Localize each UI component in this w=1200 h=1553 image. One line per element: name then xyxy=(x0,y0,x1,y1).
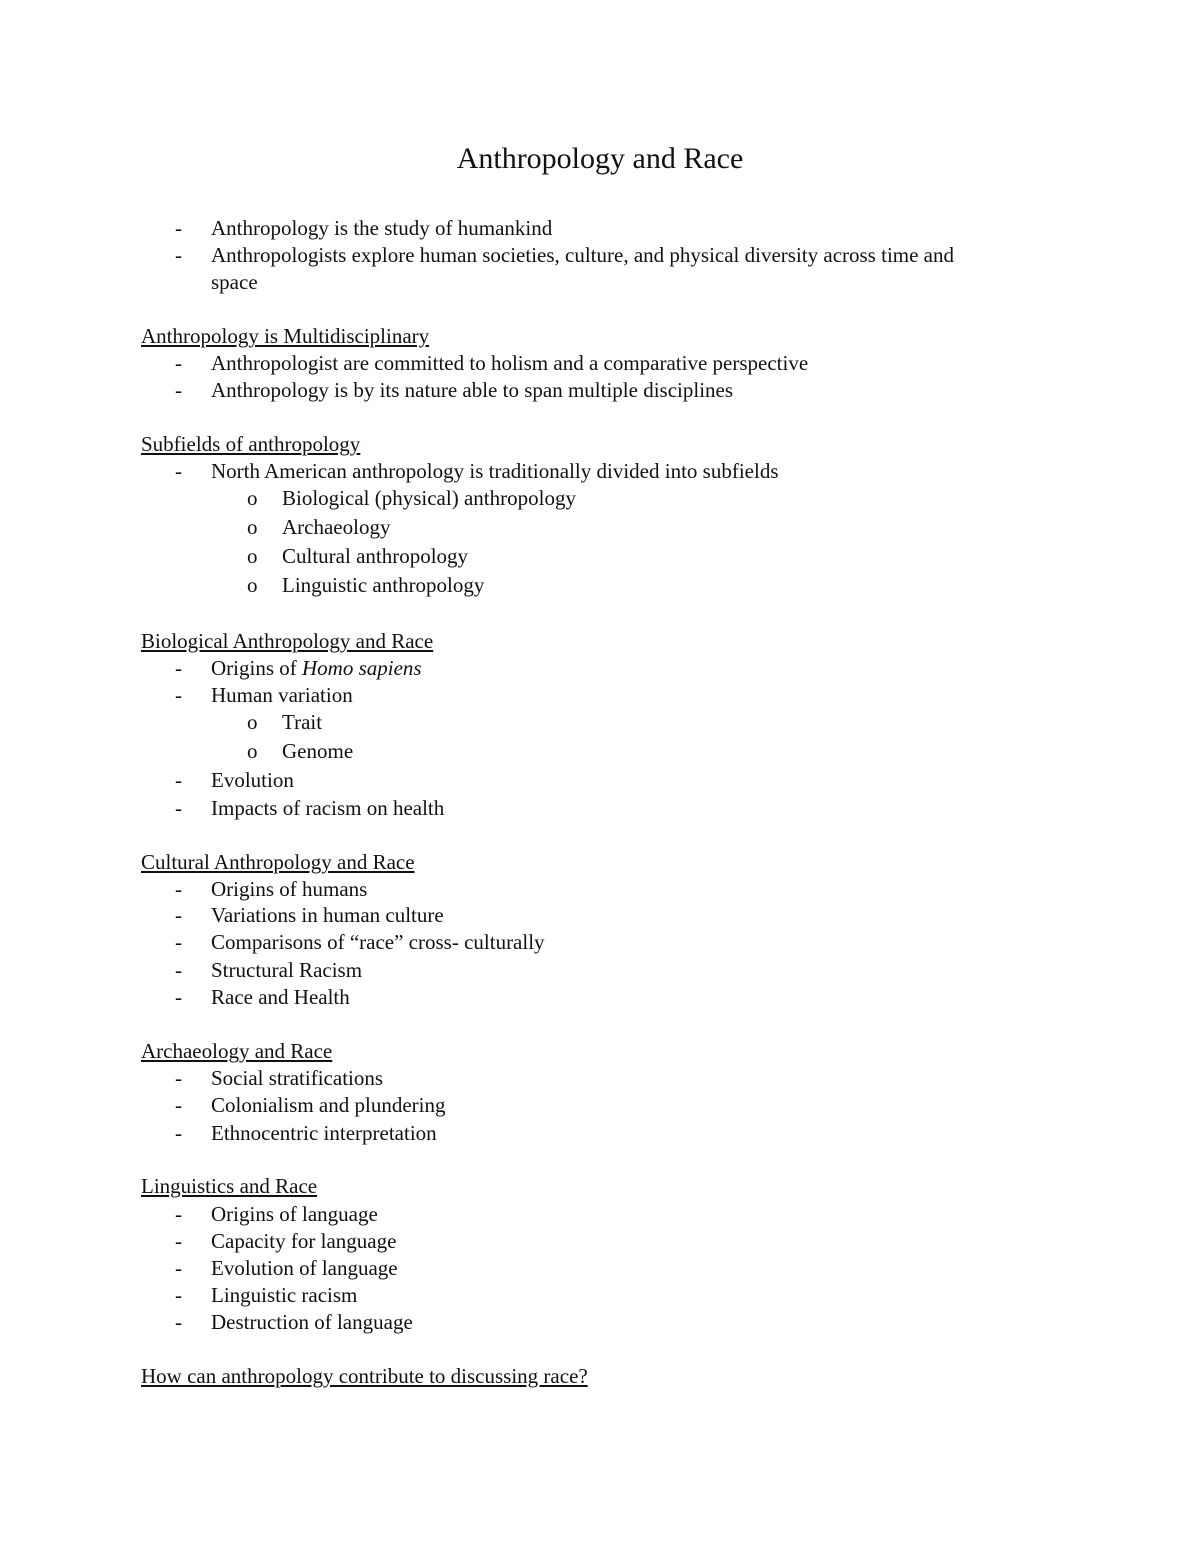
list-item-text-prefix: Origins of xyxy=(211,656,302,680)
dash-bullet: - xyxy=(175,1310,182,1334)
dash-bullet: - xyxy=(175,656,182,680)
sub-list-item-text: Linguistic anthropology xyxy=(282,573,485,597)
dash-bullet: - xyxy=(175,216,182,240)
circle-bullet: o xyxy=(247,739,258,763)
list-item-text: Impacts of racism on health xyxy=(211,796,445,820)
sub-list-item-text: Trait xyxy=(282,710,323,734)
sub-list-item-text: Archaeology xyxy=(282,515,391,539)
list-item-text xyxy=(211,654,422,682)
dash-bullet: - xyxy=(175,683,182,707)
dash-bullet: - xyxy=(175,1229,182,1253)
list-item-text: Comparisons of “race” cross- culturally xyxy=(211,930,545,954)
section-heading: Linguistics and Race xyxy=(141,1174,318,1198)
dash-bullet: - xyxy=(175,378,182,402)
dash-bullet: - xyxy=(175,796,182,820)
dash-bullet: - xyxy=(175,243,182,267)
dash-bullet: - xyxy=(175,1066,182,1090)
list-item-text: Ethnocentric interpretation xyxy=(211,1121,437,1145)
sub-list-item-text: Cultural anthropology xyxy=(282,544,469,568)
section-heading: Archaeology and Race xyxy=(141,1039,333,1063)
circle-bullet: o xyxy=(247,544,258,568)
list-item-text: Destruction of language xyxy=(211,1310,413,1334)
list-item-text: Anthropology is the study of humankind xyxy=(211,216,553,240)
dash-bullet: - xyxy=(175,768,182,792)
dash-bullet: - xyxy=(175,985,182,1009)
section-heading: Anthropology is Multidisciplinary xyxy=(141,324,430,348)
list-item-text: Variations in human culture xyxy=(211,903,444,927)
list-item-text: Evolution of language xyxy=(211,1256,398,1280)
dash-bullet: - xyxy=(175,459,182,483)
dash-bullet: - xyxy=(175,958,182,982)
dash-bullet: - xyxy=(175,1202,182,1226)
list-item-text: Social stratifications xyxy=(211,1066,384,1090)
dash-bullet: - xyxy=(175,877,182,901)
list-item-text: space xyxy=(211,270,258,294)
dash-bullet: - xyxy=(175,903,182,927)
circle-bullet: o xyxy=(247,573,258,597)
list-item-text: Linguistic racism xyxy=(211,1283,358,1307)
list-item-text: Evolution xyxy=(211,768,294,792)
document-title: Anthropology and Race xyxy=(456,142,744,175)
dash-bullet: - xyxy=(175,1256,182,1280)
circle-bullet: o xyxy=(247,710,258,734)
list-item-text: North American anthropology is traditionally divided into subfields xyxy=(211,459,779,483)
circle-bullet: o xyxy=(247,515,258,539)
dash-bullet: - xyxy=(175,930,182,954)
section-heading: Biological Anthropology and Race xyxy=(141,629,434,653)
dash-bullet: - xyxy=(175,351,182,375)
dash-bullet: - xyxy=(175,1283,182,1307)
list-item-text: Anthropologists explore human societies, culture, and physical diversity across time and xyxy=(211,243,954,267)
sub-list-item-text: Biological (physical) anthropology xyxy=(282,486,576,510)
list-item-text: Capacity for language xyxy=(211,1229,397,1253)
dash-bullet: - xyxy=(175,1093,182,1117)
sub-list-item-text: Genome xyxy=(282,739,354,763)
circle-bullet: o xyxy=(247,486,258,510)
list-item-text: Structural Racism xyxy=(211,958,363,982)
species-name: Homo sapiens xyxy=(302,656,422,680)
list-item-text: Anthropology is by its nature able to span multiple disciplines xyxy=(211,378,734,402)
list-item-text: Race and Health xyxy=(211,985,350,1009)
section-heading: Subfields of anthropology xyxy=(141,432,361,456)
list-item-text: Anthropologist are committed to holism and a comparative perspective xyxy=(211,351,809,375)
list-item-text: Colonialism and plundering xyxy=(211,1093,446,1117)
section-heading: Cultural Anthropology and Race xyxy=(141,850,415,874)
list-item-text: Human variation xyxy=(211,683,353,707)
dash-bullet: - xyxy=(175,1121,182,1145)
closing-question: How can anthropology contribute to discussing race? xyxy=(141,1364,588,1388)
list-item-text: Origins of language xyxy=(211,1202,378,1226)
list-item-text: Origins of humans xyxy=(211,877,368,901)
